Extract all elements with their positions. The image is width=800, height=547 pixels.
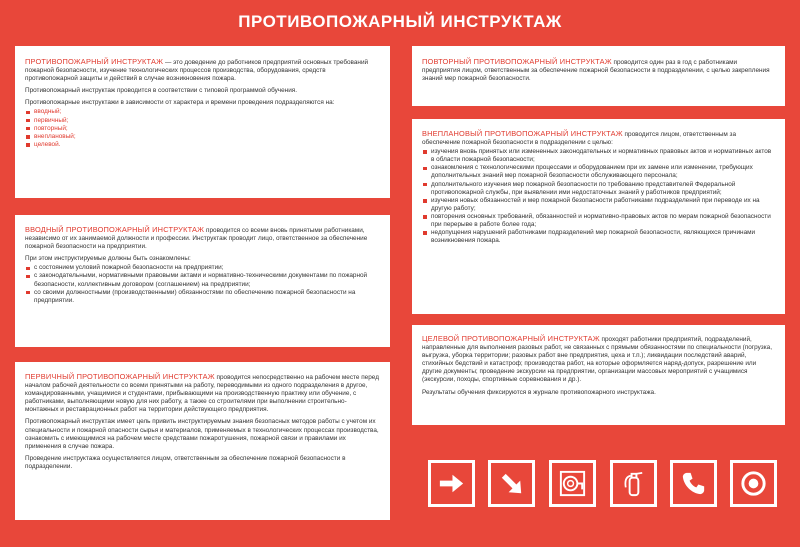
fire-extinguisher-sign	[610, 460, 657, 507]
general-paragraph	[25, 58, 380, 83]
list-item: изучения вновь принятых или измененных законодательных и нормативных правовых актов и нормативных актов в области пожарной безопасности;	[422, 148, 775, 164]
phone-sign	[670, 460, 717, 507]
unscheduled-paragraph	[422, 130, 775, 147]
phone-icon	[678, 468, 709, 499]
primary-text: проводится непосредственно на рабочем месте перед началом рабочей деятельности со всеми принятыми на работу, переводимыми из одного подразделения в другое, командированными, учащимися и студентами, прибывающими на производственную практику или обучение, с работниками, выполняющими новую для них работу, а также со строителями при выполнении строительно-монтажных и реставрационных работ на территории действующего предприятия.	[25, 374, 379, 414]
fire-alarm-sign	[730, 460, 777, 507]
fire-extinguisher-icon	[618, 468, 649, 499]
panel-targeted	[412, 325, 785, 425]
intro-lead: При этом инструктируемые должны быть ознакомлены:	[25, 255, 191, 263]
panel-primary	[15, 362, 390, 520]
targeted-para2: Результаты обучения фиксируются в журнале противопожарного инструктажа.	[422, 388, 656, 396]
arrow-right-sign	[428, 460, 475, 507]
arrow-down-right-sign	[488, 460, 535, 507]
panel-repeat	[412, 46, 785, 106]
list-item: со своими должностными (производственными) обязанностями по обеспечению пожарной безопасности на предприятии.	[25, 289, 380, 305]
panel-intro-briefing	[15, 215, 390, 347]
primary-para2: Противопожарный инструктаж имеет цель привить инструктируемым знания безопасных методов работы с учетом их специальности и пожарной опасности сырья и материалов, применяемых в технологических процессах производства, ознакомить с имеющимися на рабочем месте средствами пожаротушения, пожарной связи и правилами их применения в случае пожара.	[25, 418, 379, 450]
general-heading: ПРОТИВОПОЖАРНЫЙ ИНСТРУКТАЖ	[25, 57, 164, 66]
panel-unscheduled	[412, 119, 785, 314]
list-item: внеплановый;	[25, 133, 380, 141]
fire-hose-icon	[557, 468, 588, 499]
list-item: целевой.	[25, 141, 380, 149]
unscheduled-text: проводится лицом, ответственным за обеспечение пожарной безопасности в подразделении с целью:	[422, 131, 736, 147]
list-item: повторения основных требований, обязанностей и нормативно-правовых актов по мерам пожарной безопасности при перерыве в работе более года;	[422, 213, 775, 229]
general-para3: Противопожарные инструктажи в зависимости от характера и времени проведения подразделяются на:	[25, 99, 335, 107]
arrow-down-right-icon	[496, 468, 527, 499]
primary-para3: Проведение инструктажа осуществляется лицом, ответственным за обеспечение пожарной безопасности в подразделении.	[25, 454, 346, 470]
repeat-heading: ПОВТОРНЫЙ ПРОТИВОПОЖАРНЫЙ ИНСТРУКТАЖ	[422, 57, 612, 66]
intro-paragraph	[25, 226, 380, 251]
intro-heading: ВВОДНЫЙ ПРОТИВОПОЖАРНЫЙ ИНСТРУКТАЖ	[25, 225, 205, 234]
panel-general	[15, 46, 390, 198]
general-intro: — это доведение до работников предприятий основных требований пожарной безопасности, изучение технологических процессов производства, оборудования, средств противопожарной защиты и действий в случае возникновения пожара.	[25, 59, 369, 83]
list-item: вводный;	[25, 108, 380, 116]
fire-alarm-button-icon	[738, 468, 769, 499]
repeat-text: проводится один раз в год с работниками предприятия лицом, ответственным за обеспечение пожарной безопасности в подразделении, с целью закрепления знаний мер пожарной безопасности.	[422, 59, 770, 83]
unscheduled-heading: ВНЕПЛАНОВЫЙ ПРОТИВОПОЖАРНЫЙ ИНСТРУКТАЖ	[422, 129, 623, 138]
targeted-heading: ЦЕЛЕВОЙ ПРОТИВОПОЖАРНЫЙ ИНСТРУКТАЖ	[422, 334, 600, 343]
briefing-types-list	[25, 108, 380, 148]
list-item: ознакомления с технологическими процессами и оборудованием при их замене или изменении, требующих дополнительных знаний мер пожарной безопасности обслуживающего персонала;	[422, 164, 775, 180]
primary-heading: ПЕРВИЧНЫЙ ПРОТИВОПОЖАРНЫЙ ИНСТРУКТАЖ	[25, 372, 215, 381]
general-para2: Противопожарный инструктаж проводится в соответствии с типовой программой обучения.	[25, 87, 298, 95]
primary-paragraph	[25, 373, 380, 414]
page-title: ПРОТИВОПОЖАРНЫЙ ИНСТРУКТАЖ	[238, 12, 562, 31]
repeat-paragraph	[422, 58, 775, 83]
intro-text: проводится со всеми вновь принятыми работниками, независимо от их занимаемой должности и профессии. Инструктаж проводит лицо, ответственное за обеспечение пожарной безопасности на предприятии.	[25, 227, 368, 251]
list-item: с законодательными, нормативными правовыми актами и нормативно-техническими документами по пожарной безопасности, коллективным договором (соглашением) на предприятии;	[25, 272, 380, 288]
targeted-text: проходят работники предприятий, подразделений, направленные для выполнения разовых работ, не связанных с прямыми обязанностями по специальности (погрузка, выгрузка, уборка территории; разовых работ вне предприятия, цеха и т.п.); ликвидации последствий аварий, стихийных бедствий и катастроф; производства работ, на которые оформляется наряд-допуск, разрешение или другие документы; проведение экскурсии на предприятии, организации массовых мероприятий с учащимися (экскурсии, походы, спортивные соревнования и др.).	[422, 336, 772, 384]
list-item: изучения новых обязанностей и мер пожарной безопасности работниками подразделений при переводе их на другую работу;	[422, 197, 775, 213]
list-item: повторный;	[25, 125, 380, 133]
list-item: с состоянием условий пожарной безопасности на предприятии;	[25, 264, 380, 272]
list-item: дополнительного изучения мер пожарной безопасности по требованию представителей Федеральной противопожарной службы, при выявлении ими недостаточных знаний у работников предприятий;	[422, 181, 775, 197]
fire-hose-sign	[549, 460, 596, 507]
intro-list	[25, 264, 380, 304]
list-item: первичный;	[25, 117, 380, 125]
arrow-right-icon	[436, 468, 467, 499]
list-item: недопущения нарушений работниками подразделений мер пожарной безопасности, являющихся причинами возникновения пожара.	[422, 229, 775, 245]
targeted-paragraph	[422, 335, 775, 385]
unscheduled-list	[422, 148, 775, 245]
